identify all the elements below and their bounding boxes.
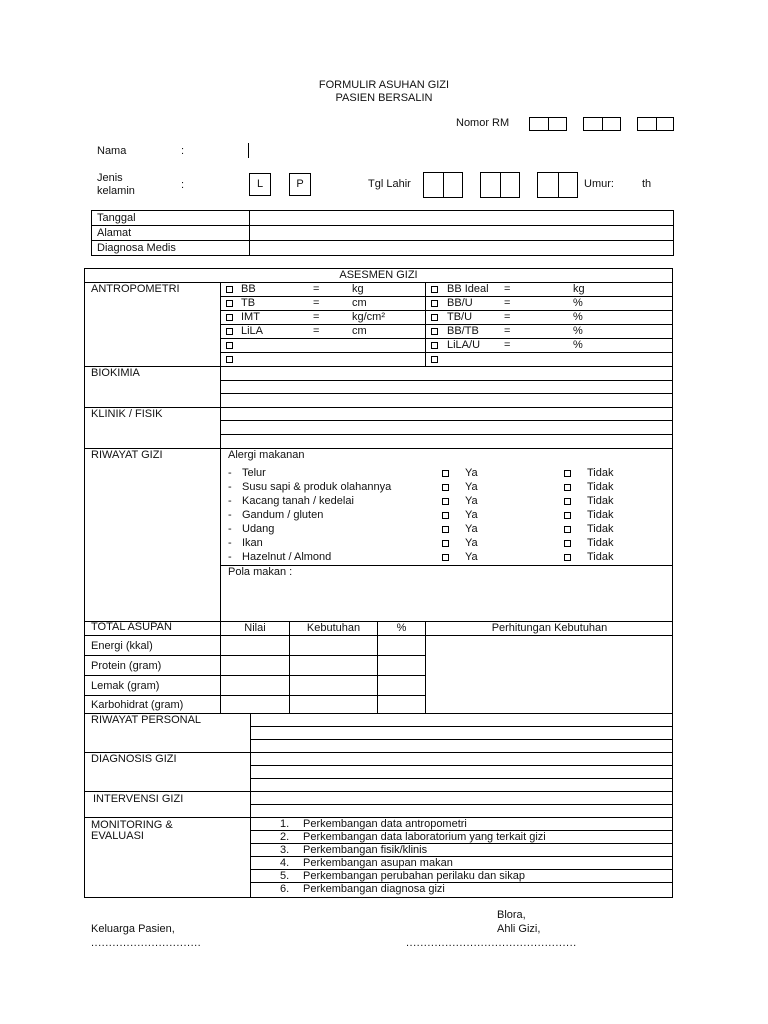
alergi-item: Kacang tanah / kedelai bbox=[242, 495, 354, 507]
antropometri-item-eq: = bbox=[313, 297, 320, 309]
antropometri-item-label: BB bbox=[241, 283, 256, 295]
nama-field[interactable] bbox=[248, 143, 249, 158]
monitoring-item-text: Perkembangan diagnosa gizi bbox=[303, 883, 445, 895]
alergi-ya-checkbox[interactable] bbox=[442, 540, 449, 547]
nomor-rm-box-1[interactable] bbox=[529, 117, 567, 131]
alergi-ya-label: Ya bbox=[465, 523, 478, 535]
monitoring-item-number: 5. bbox=[280, 870, 290, 882]
asesmen-title: ASESMEN GIZI bbox=[339, 269, 418, 281]
umur-label: Umur: bbox=[584, 178, 614, 190]
diagnosa-medis-label: Diagnosa Medis bbox=[97, 242, 176, 254]
alergi-item: Susu sapi & produk olahannya bbox=[242, 481, 392, 493]
alergi-tidak-label: Tidak bbox=[587, 467, 614, 479]
antropometri-checkbox[interactable] bbox=[226, 342, 233, 349]
antropometri-item-eq: = bbox=[504, 297, 511, 309]
kelamin-label: kelamin bbox=[97, 185, 135, 197]
alergi-ya-label: Ya bbox=[465, 537, 478, 549]
alergi-tidak-checkbox[interactable] bbox=[564, 540, 571, 547]
antropometri-checkbox[interactable] bbox=[226, 328, 233, 335]
asupan-row-energi: Energi (kkal) bbox=[91, 640, 153, 652]
alergi-item: Ikan bbox=[242, 537, 263, 549]
monitoring-item-text: Perkembangan asupan makan bbox=[303, 857, 453, 869]
info-table bbox=[91, 210, 674, 256]
tgl-lahir-day-box[interactable] bbox=[423, 172, 463, 198]
diagnosis-gizi-label: DIAGNOSIS GIZI bbox=[91, 753, 177, 765]
col-kebutuhan: Kebutuhan bbox=[306, 622, 361, 634]
monitoring-item-number: 2. bbox=[280, 831, 290, 843]
antropometri-item-label: LiLA/U bbox=[447, 339, 481, 351]
antropometri-item-label: BB/TB bbox=[447, 325, 479, 337]
alergi-item: Udang bbox=[242, 523, 275, 535]
antropometri-checkbox[interactable] bbox=[431, 342, 438, 349]
riwayat-personal-label: RIWAYAT PERSONAL bbox=[91, 714, 202, 726]
ahli-gizi-label: Ahli Gizi, bbox=[497, 923, 541, 935]
antropometri-item-label: BB Ideal bbox=[447, 283, 489, 295]
antropometri-item-unit: cm bbox=[352, 325, 367, 337]
alergi-ya-checkbox[interactable] bbox=[442, 470, 449, 477]
alergi-tidak-checkbox[interactable] bbox=[564, 554, 571, 561]
antropometri-item-unit: kg/cm² bbox=[352, 311, 385, 323]
nomor-rm-box-2[interactable] bbox=[583, 117, 621, 131]
alergi-ya-label: Ya bbox=[465, 509, 478, 521]
antropometri-checkbox[interactable] bbox=[226, 300, 233, 307]
antropometri-item-label: LiLA bbox=[241, 325, 264, 337]
alergi-tidak-label: Tidak bbox=[587, 551, 614, 563]
antropometri-item-label: TB/U bbox=[447, 311, 473, 323]
alergi-ya-checkbox[interactable] bbox=[442, 484, 449, 491]
antropometri-item-eq: = bbox=[504, 339, 511, 351]
antropometri-checkbox[interactable] bbox=[431, 314, 438, 321]
riwayat-gizi-label: RIWAYAT GIZI bbox=[91, 449, 163, 461]
tgl-lahir-year-box[interactable] bbox=[537, 172, 578, 198]
form-title-line1: FORMULIR ASUHAN GIZI bbox=[318, 79, 450, 91]
col-persen: % bbox=[396, 622, 407, 634]
alergi-tidak-checkbox[interactable] bbox=[564, 526, 571, 533]
blora-label: Blora, bbox=[497, 909, 526, 921]
alergi-dash: - bbox=[228, 495, 232, 507]
alergi-tidak-checkbox[interactable] bbox=[564, 498, 571, 505]
antropometri-item-unit: % bbox=[573, 339, 583, 351]
ahli-gizi-signature-line: ................................................ bbox=[406, 937, 577, 949]
antropometri-item-eq: = bbox=[313, 311, 320, 323]
monitoring-item-number: 6. bbox=[280, 883, 290, 895]
monitoring-item-text: Perkembangan perubahan perilaku dan sikap bbox=[303, 870, 525, 882]
antropometri-item-eq: = bbox=[504, 325, 511, 337]
gender-p-label: P bbox=[296, 178, 304, 190]
monitoring-item-text: Perkembangan data antropometri bbox=[303, 818, 467, 830]
alergi-tidak-label: Tidak bbox=[587, 523, 614, 535]
monitoring-item-number: 3. bbox=[280, 844, 290, 856]
umur-unit: th bbox=[642, 178, 652, 190]
antropometri-item-label: TB bbox=[241, 297, 256, 309]
gender-l-label: L bbox=[256, 178, 264, 190]
antropometri-checkbox[interactable] bbox=[431, 286, 438, 293]
alergi-ya-label: Ya bbox=[465, 481, 478, 493]
antropometri-item-eq: = bbox=[313, 283, 320, 295]
gender-l-box[interactable] bbox=[249, 173, 271, 196]
nama-label: Nama bbox=[97, 145, 127, 157]
alergi-tidak-label: Tidak bbox=[587, 537, 614, 549]
alergi-ya-label: Ya bbox=[465, 551, 478, 563]
nomor-rm-label: Nomor RM bbox=[456, 117, 510, 129]
antropometri-checkbox[interactable] bbox=[226, 356, 233, 363]
nomor-rm-box-3[interactable] bbox=[637, 117, 674, 131]
antropometri-label: ANTROPOMETRI bbox=[91, 283, 180, 295]
antropometri-item-unit: % bbox=[573, 325, 583, 337]
alergi-dash: - bbox=[228, 509, 232, 521]
alamat-label: Alamat bbox=[97, 227, 132, 239]
antropometri-item-label: BB/U bbox=[447, 297, 473, 309]
tanggal-label: Tanggal bbox=[97, 212, 136, 224]
tgl-lahir-month-box[interactable] bbox=[480, 172, 520, 198]
pola-makan-label: Pola makan : bbox=[228, 566, 293, 578]
antropometri-checkbox[interactable] bbox=[431, 328, 438, 335]
alergi-tidak-label: Tidak bbox=[587, 495, 614, 507]
antropometri-checkbox[interactable] bbox=[226, 286, 233, 293]
keluarga-pasien-label: Keluarga Pasien, bbox=[91, 923, 175, 935]
total-asupan-label: TOTAL ASUPAN bbox=[91, 621, 172, 633]
antropometri-item-eq: = bbox=[313, 325, 320, 337]
alergi-tidak-checkbox[interactable] bbox=[564, 470, 571, 477]
alergi-item: Gandum / gluten bbox=[242, 509, 324, 521]
alergi-dash: - bbox=[228, 481, 232, 493]
alergi-tidak-label: Tidak bbox=[587, 509, 614, 521]
alergi-tidak-label: Tidak bbox=[587, 481, 614, 493]
alergi-item: Hazelnut / Almond bbox=[242, 551, 332, 563]
alergi-dash: - bbox=[228, 467, 232, 479]
alergi-tidak-checkbox[interactable] bbox=[564, 484, 571, 491]
antropometri-item-unit: kg bbox=[352, 283, 364, 295]
jenis-colon: : bbox=[181, 179, 185, 191]
antropometri-item-unit: cm bbox=[352, 297, 367, 309]
alergi-ya-label: Ya bbox=[465, 467, 478, 479]
monitoring-item-text: Perkembangan data laboratorium yang terkait gizi bbox=[303, 831, 546, 843]
col-perhitungan: Perhitungan Kebutuhan bbox=[491, 622, 608, 634]
asupan-row-lemak: Lemak (gram) bbox=[91, 680, 160, 692]
antropometri-item-eq: = bbox=[504, 283, 511, 295]
alergi-dash: - bbox=[228, 537, 232, 549]
antropometri-checkbox[interactable] bbox=[431, 300, 438, 307]
keluarga-signature-line: ............................... bbox=[91, 937, 202, 949]
biokimia-label: BIOKIMIA bbox=[91, 367, 140, 379]
alergi-dash: - bbox=[228, 551, 232, 563]
form-title-line2: PASIEN BERSALIN bbox=[335, 92, 433, 104]
asupan-row-karbohidrat: Karbohidrat (gram) bbox=[91, 699, 184, 711]
antropometri-item-eq: = bbox=[504, 311, 511, 323]
alergi-item: Telur bbox=[242, 467, 266, 479]
monitoring-label-1: MONITORING & bbox=[91, 819, 173, 831]
jenis-label: Jenis bbox=[97, 172, 123, 184]
alergi-label: Alergi makanan bbox=[228, 449, 305, 461]
antropometri-checkbox[interactable] bbox=[431, 356, 438, 363]
tgl-lahir-label: Tgl Lahir bbox=[368, 178, 411, 190]
alergi-ya-checkbox[interactable] bbox=[442, 526, 449, 533]
alergi-ya-checkbox[interactable] bbox=[442, 554, 449, 561]
alergi-ya-checkbox[interactable] bbox=[442, 512, 449, 519]
gender-p-box[interactable] bbox=[289, 173, 311, 196]
monitoring-item-text: Perkembangan fisik/klinis bbox=[303, 844, 428, 856]
col-nilai: Nilai bbox=[244, 622, 266, 634]
monitoring-label-2: EVALUASI bbox=[91, 830, 144, 842]
intervensi-gizi-label: INTERVENSI GIZI bbox=[93, 793, 184, 805]
monitoring-item-number: 1. bbox=[280, 818, 290, 830]
alergi-ya-label: Ya bbox=[465, 495, 478, 507]
antropometri-item-unit: kg bbox=[573, 283, 585, 295]
monitoring-item-number: 4. bbox=[280, 857, 290, 869]
antropometri-item-unit: % bbox=[573, 311, 583, 323]
alergi-tidak-checkbox[interactable] bbox=[564, 512, 571, 519]
alergi-dash: - bbox=[228, 523, 232, 535]
antropometri-checkbox[interactable] bbox=[226, 314, 233, 321]
antropometri-item-label: IMT bbox=[241, 311, 260, 323]
nama-colon: : bbox=[181, 145, 185, 157]
klinik-fisik-label: KLINIK / FISIK bbox=[91, 408, 163, 420]
asupan-row-protein: Protein (gram) bbox=[91, 660, 162, 672]
alergi-ya-checkbox[interactable] bbox=[442, 498, 449, 505]
antropometri-item-unit: % bbox=[573, 297, 583, 309]
